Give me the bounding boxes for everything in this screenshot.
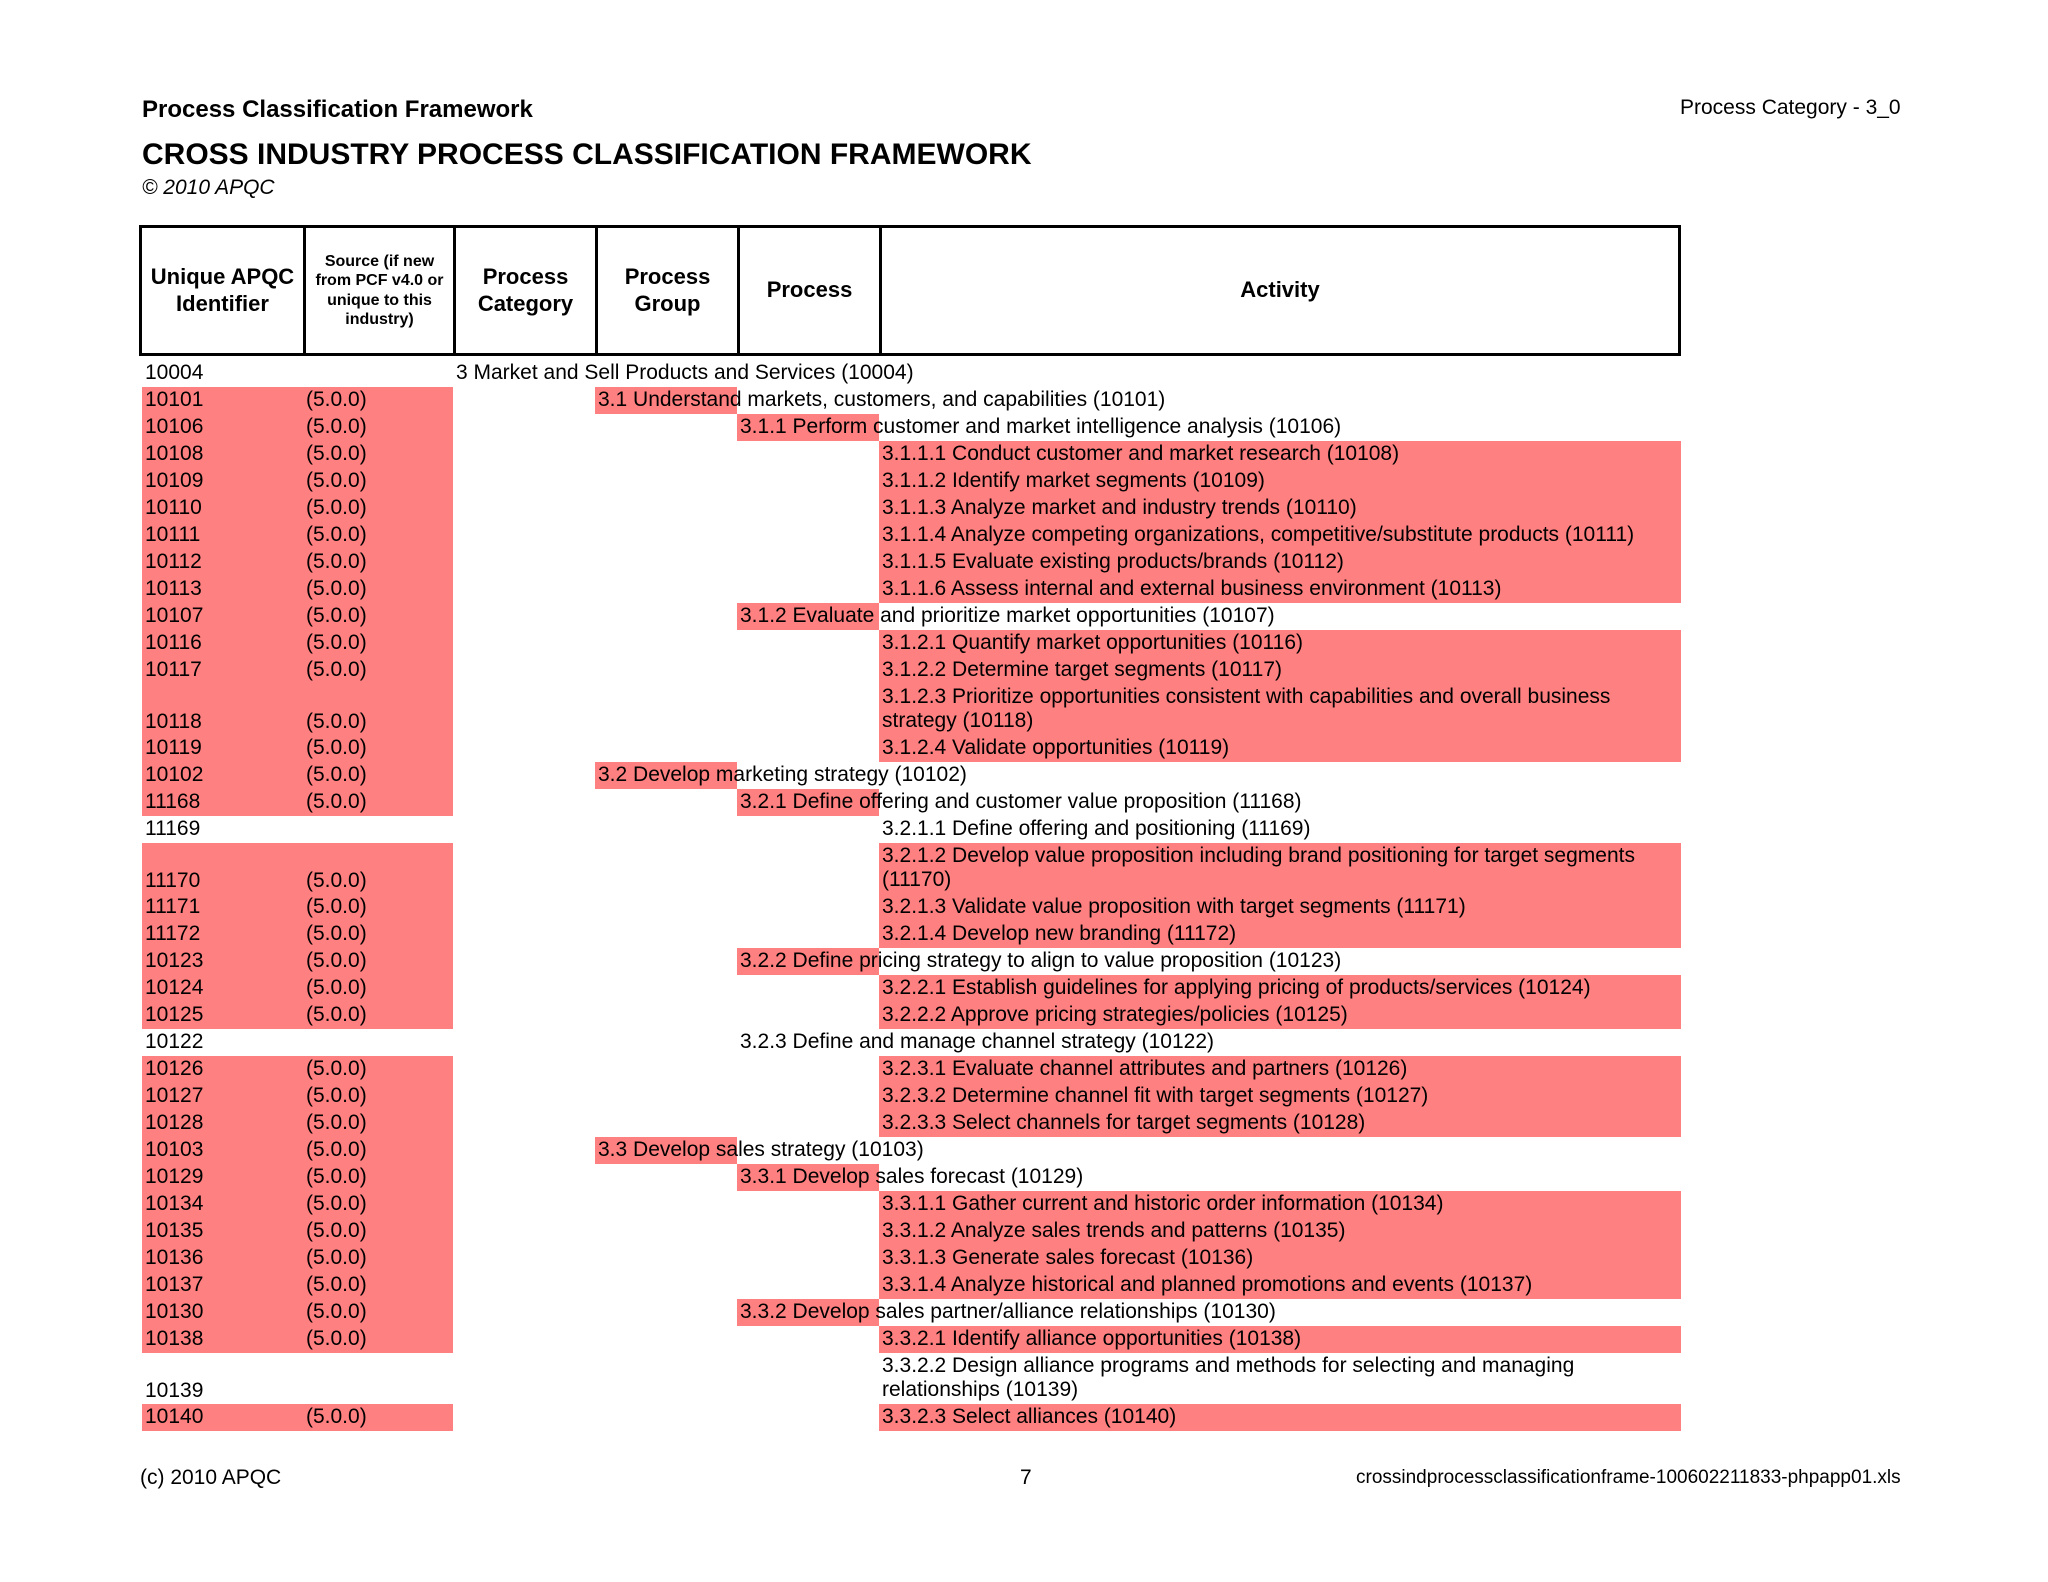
row-source: (5.0.0): [303, 1083, 453, 1110]
row-text: 3.3.1.1 Gather current and historic order information (10134): [882, 1192, 1444, 1215]
row-identifier: 11168: [142, 789, 303, 816]
table-row: [0, 1191, 1700, 1218]
row-identifier: 10111: [142, 522, 303, 549]
table-row: [0, 1137, 1700, 1164]
row-source: (5.0.0): [303, 1137, 453, 1164]
row-text: 3.2.1.3 Validate value proposition with target segments (11171): [882, 895, 1466, 918]
table-row: [0, 1029, 1700, 1056]
row-source: [303, 360, 453, 387]
row-text: 3.1.2.4 Validate opportunities (10119): [882, 736, 1230, 759]
table-row: [0, 522, 1700, 549]
row-text: 3.2.2 Define pricing strategy to align to value proposition (10123): [740, 949, 1342, 972]
row-text: 3.2.3.1 Evaluate channel attributes and partners (10126): [882, 1057, 1408, 1080]
row-identifier: 10127: [142, 1083, 303, 1110]
column-header-activity: Activity: [1240, 277, 1320, 303]
table-row: [0, 603, 1700, 630]
copyright: © 2010 APQC: [142, 176, 275, 199]
table-row: [0, 789, 1700, 816]
table-header: [139, 225, 1681, 356]
table-row: [0, 657, 1700, 684]
row-text: 3.2 Develop marketing strategy (10102): [598, 763, 967, 786]
table-row: [0, 1110, 1700, 1137]
row-text: 3.1.1.1 Conduct customer and market research (10108): [882, 442, 1400, 465]
table-row: [0, 1245, 1700, 1272]
row-source: (5.0.0): [303, 468, 453, 495]
row-text: 3.1.1.2 Identify market segments (10109): [882, 469, 1265, 492]
row-identifier: 10117: [142, 657, 303, 684]
row-identifier: 10108: [142, 441, 303, 468]
row-identifier: 10101: [142, 387, 303, 414]
row-identifier: 10122: [145, 1030, 204, 1053]
row-source: (5.0.0): [303, 843, 453, 894]
row-identifier: 10125: [142, 1002, 303, 1029]
row-source: (5.0.0): [303, 1218, 453, 1245]
column-header-process-category: Process Category: [456, 228, 598, 353]
row-text: 3.2.2.1 Establish guidelines for applying pricing of products/services (10124): [882, 976, 1591, 999]
table-row: [0, 1353, 1700, 1404]
row-text: 3.3.2.3 Select alliances (10140): [882, 1405, 1177, 1428]
row-text: 3.1.1.3 Analyze market and industry trends (10110): [882, 496, 1357, 519]
row-source: (5.0.0): [303, 894, 453, 921]
row-identifier: 10116: [142, 630, 303, 657]
row-text: 3 Market and Sell Products and Services (10004): [456, 361, 914, 384]
row-identifier: 10119: [142, 735, 303, 762]
row-identifier: 10103: [142, 1137, 303, 1164]
table-row: [0, 1299, 1700, 1326]
row-source: (5.0.0): [303, 1326, 453, 1353]
row-text: 3.1.2.3 Prioritize opportunities consistent with capabilities and overall business strategy (10118): [882, 685, 1611, 732]
row-identifier: 10107: [142, 603, 303, 630]
row-text: 3.1.1.6 Assess internal and external business environment (10113): [882, 577, 1502, 600]
row-identifier: 10126: [142, 1056, 303, 1083]
row-text: 3.1.2.2 Determine target segments (10117): [882, 658, 1282, 681]
row-text: 3.2.3 Define and manage channel strategy (10122): [740, 1030, 1214, 1053]
row-source: (5.0.0): [303, 1191, 453, 1218]
table-row: [0, 414, 1700, 441]
table-row: [0, 948, 1700, 975]
row-source: (5.0.0): [303, 1164, 453, 1191]
row-identifier: 10128: [142, 1110, 303, 1137]
row-identifier: 10139: [145, 1379, 204, 1402]
row-source: (5.0.0): [303, 1299, 453, 1326]
row-source: (5.0.0): [303, 576, 453, 603]
row-identifier: 10109: [142, 468, 303, 495]
table-row: [0, 1326, 1700, 1353]
table-row: [0, 1218, 1700, 1245]
row-text: 3.1.1.4 Analyze competing organizations, competitive/substitute products (10111): [882, 523, 1635, 546]
row-source: (5.0.0): [303, 684, 453, 735]
table-row: [0, 387, 1700, 414]
table-row: [0, 1404, 1700, 1431]
row-source: (5.0.0): [303, 414, 453, 441]
table-row: [0, 1002, 1700, 1029]
footer-filename: crossindprocessclassificationframe-100602211833-phpapp01.xls: [1356, 1467, 1901, 1488]
row-text: 3.1.2 Evaluate and prioritize market opportunities (10107): [740, 604, 1275, 627]
table-row: [0, 576, 1700, 603]
row-source: (5.0.0): [303, 495, 453, 522]
table-row: [0, 816, 1700, 843]
row-identifier: 10110: [142, 495, 303, 522]
row-text: 3.3.2.1 Identify alliance opportunities (10138): [882, 1327, 1302, 1350]
row-source: (5.0.0): [303, 1056, 453, 1083]
row-text: 3.2.2.2 Approve pricing strategies/policies (10125): [882, 1003, 1348, 1026]
row-identifier: 10112: [142, 549, 303, 576]
table-row: [0, 1083, 1700, 1110]
row-text: 3.1.2.1 Quantify market opportunities (10116): [882, 631, 1304, 654]
row-text: 3.2.1.4 Develop new branding (11172): [882, 922, 1237, 945]
footer-copyright: (c) 2010 APQC: [140, 1466, 282, 1489]
table-row: [0, 843, 1700, 894]
row-identifier: 11171: [142, 894, 303, 921]
table-row: [0, 630, 1700, 657]
row-source: (5.0.0): [303, 735, 453, 762]
row-source: (5.0.0): [303, 1272, 453, 1299]
row-source: [303, 816, 453, 843]
row-source: (5.0.0): [303, 549, 453, 576]
row-text: 3.2.3.2 Determine channel fit with target segments (10127): [882, 1084, 1429, 1107]
row-source: (5.0.0): [303, 630, 453, 657]
table-row: [0, 1056, 1700, 1083]
row-text: 3.1 Understand markets, customers, and capabilities (10101): [598, 388, 1166, 411]
row-source: (5.0.0): [303, 762, 453, 789]
row-text: 3.3.1.4 Analyze historical and planned promotions and events (10137): [882, 1273, 1533, 1296]
row-text: 3.3.1 Develop sales forecast (10129): [740, 1165, 1084, 1188]
table-row: [0, 360, 1700, 387]
table-row: [0, 1164, 1700, 1191]
row-identifier: 10134: [142, 1191, 303, 1218]
row-identifier: 10137: [142, 1272, 303, 1299]
row-text: 3.2.3.3 Select channels for target segments (10128): [882, 1111, 1366, 1134]
row-identifier: 10123: [142, 948, 303, 975]
header-right: Process Category - 3_0: [1680, 96, 1901, 119]
column-header-process: Process: [740, 228, 882, 353]
header-left: Process Classification Framework: [142, 96, 533, 123]
row-text: 3.3.2.2 Design alliance programs and methods for selecting and managing relationships (10139): [882, 1354, 1575, 1401]
table-row: [0, 549, 1700, 576]
row-identifier: 10130: [142, 1299, 303, 1326]
row-identifier: 11170: [142, 843, 303, 894]
table-row: [0, 921, 1700, 948]
table-row: [0, 762, 1700, 789]
table-row: [0, 441, 1700, 468]
row-text: 3.3.2 Develop sales partner/alliance relationships (10130): [740, 1300, 1276, 1323]
row-text: 3.2.1.1 Define offering and positioning (11169): [882, 817, 1311, 840]
row-source: [303, 1029, 453, 1056]
row-source: (5.0.0): [303, 1245, 453, 1272]
table-row: [0, 894, 1700, 921]
row-identifier: 10124: [142, 975, 303, 1002]
row-identifier: 10129: [142, 1164, 303, 1191]
row-identifier: 11169: [145, 817, 201, 840]
row-source: (5.0.0): [303, 441, 453, 468]
row-identifier: 10135: [142, 1218, 303, 1245]
row-identifier: 10106: [142, 414, 303, 441]
row-source: (5.0.0): [303, 948, 453, 975]
row-source: (5.0.0): [303, 789, 453, 816]
row-source: (5.0.0): [303, 1404, 453, 1431]
row-source: [303, 1353, 453, 1404]
row-identifier: 10138: [142, 1326, 303, 1353]
row-source: (5.0.0): [303, 387, 453, 414]
row-identifier: 10136: [142, 1245, 303, 1272]
table-row: [0, 468, 1700, 495]
row-text: 3.2.1.2 Develop value proposition including brand positioning for target segments (11170): [882, 844, 1635, 891]
row-source: (5.0.0): [303, 975, 453, 1002]
table-row: [0, 1272, 1700, 1299]
column-header-identifier: Unique APQC Identifier: [142, 228, 306, 353]
row-source: (5.0.0): [303, 603, 453, 630]
row-text: 3.1.1.5 Evaluate existing products/brands (10112): [882, 550, 1344, 573]
table-row: [0, 975, 1700, 1002]
column-header-source: Source (if new from PCF v4.0 or unique to this industry): [306, 228, 456, 353]
row-text: 3.3 Develop sales strategy (10103): [598, 1138, 924, 1161]
table-row: [0, 684, 1700, 735]
row-source: (5.0.0): [303, 1110, 453, 1137]
row-identifier: 10113: [142, 576, 303, 603]
row-identifier: 10118: [142, 684, 303, 735]
row-identifier: 11172: [142, 921, 303, 948]
row-text: 3.2.1 Define offering and customer value proposition (11168): [740, 790, 1302, 813]
row-text: 3.1.1 Perform customer and market intelligence analysis (10106): [740, 415, 1342, 438]
row-identifier: 10102: [142, 762, 303, 789]
row-identifier: 10004: [145, 361, 204, 384]
row-text: 3.3.1.3 Generate sales forecast (10136): [882, 1246, 1254, 1269]
row-source: (5.0.0): [303, 657, 453, 684]
row-source: (5.0.0): [303, 1002, 453, 1029]
row-identifier: 10140: [142, 1404, 303, 1431]
page-title: CROSS INDUSTRY PROCESS CLASSIFICATION FRAMEWORK: [142, 138, 1032, 171]
row-source: (5.0.0): [303, 522, 453, 549]
row-text: 3.3.1.2 Analyze sales trends and patterns (10135): [882, 1219, 1346, 1242]
column-header-process-group: Process Group: [598, 228, 740, 353]
row-source: (5.0.0): [303, 921, 453, 948]
table-row: [0, 735, 1700, 762]
footer-page-number: 7: [1020, 1466, 1032, 1489]
table-row: [0, 495, 1700, 522]
